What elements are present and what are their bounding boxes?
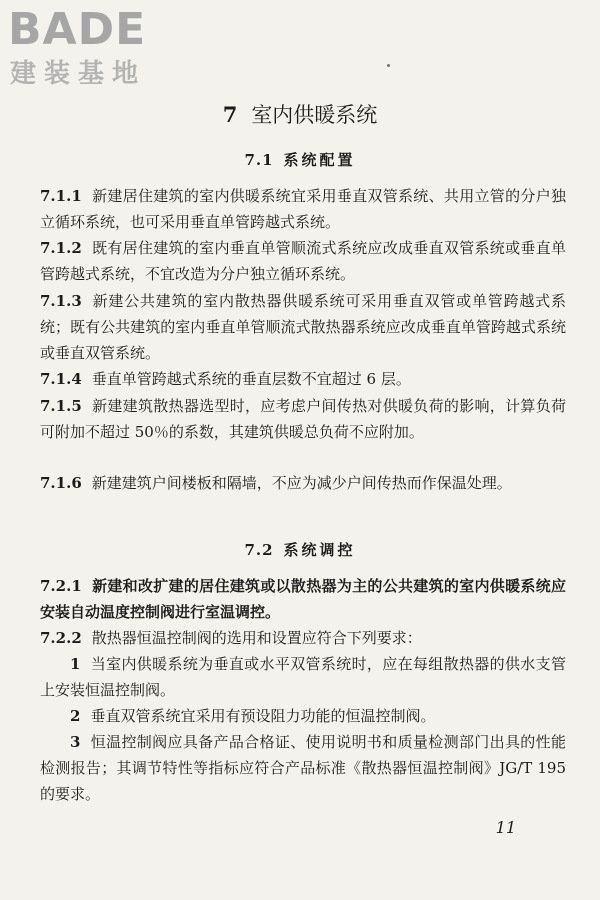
clause-7-1-2 [40, 235, 566, 287]
clause-text: 新建公共建筑的室内散热器供暖系统可采用垂直双管或单管跨越式系统；既有公共建筑的室内垂直单管顺流式散热器系统应改成垂直单管跨越式系统或垂直双管系统。 [40, 292, 566, 362]
clause-7-2-1 [40, 573, 566, 625]
item-number: 1 [70, 655, 81, 673]
clause-7-2-2-item-1 [40, 651, 566, 703]
chapter-title-text: 室内供暖系统 [251, 103, 378, 127]
clause-7-1-3 [40, 288, 566, 366]
chapter-title [0, 100, 600, 130]
section-title-7-1 [0, 148, 600, 172]
logo-subtitle: 建装基地 [10, 59, 147, 89]
clause-number: 7.1.5 [40, 397, 82, 415]
scan-speck [387, 64, 390, 67]
clause-7-1-1 [40, 183, 566, 235]
section-title-7-2 [0, 538, 600, 562]
clause-number: 7.2.2 [40, 629, 82, 647]
clause-text: 新建和改扩建的居住建筑或以散热器为主的公共建筑的室内供暖系统应安装自动温度控制阀进行室温调控。 [40, 577, 566, 621]
clause-text: 散热器恒温控制阀的选用和设置应符合下列要求： [91, 629, 422, 647]
chapter-number: 7 [222, 102, 238, 127]
clause-7-1-5 [40, 393, 566, 445]
clause-text: 垂直单管跨越式系统的垂直层数不宜超过 6 层。 [91, 370, 411, 388]
clause-7-1-4 [40, 366, 566, 392]
clause-7-2-2-item-3 [40, 729, 566, 807]
item-text: 当室内供暖系统为垂直或水平双管系统时，应在每组散热器的供水支管上安装恒温控制阀。 [40, 655, 566, 699]
section-number: 7.2 [244, 541, 274, 559]
item-number: 3 [70, 733, 81, 751]
section-title-text: 系统配置 [283, 151, 356, 169]
clause-number: 7.2.1 [40, 577, 82, 595]
clause-number: 7.1.4 [40, 370, 82, 388]
clause-number: 7.1.2 [40, 239, 82, 257]
clause-text: 新建居住建筑的室内供暖系统宜采用垂直双管系统、共用立管的分户独立循环系统，也可采用垂直单管跨越式系统。 [40, 187, 566, 231]
section-title-text: 系统调控 [283, 541, 356, 559]
logo-wordmark: BADE [8, 4, 147, 55]
item-text: 恒温控制阀应具备产品合格证、使用说明书和质量检测部门出具的性能检测报告；其调节特性等指标应符合产品标准《散热器恒温控制阀》JG/T 195 的要求。 [40, 733, 566, 803]
item-number: 2 [70, 707, 81, 725]
clause-number: 7.1.6 [40, 474, 82, 492]
clause-7-1-6 [40, 470, 566, 496]
clause-number: 7.1.3 [40, 292, 82, 310]
page-number: 11 [495, 818, 516, 837]
clause-7-2-2-item-2 [40, 703, 566, 729]
section-number: 7.1 [244, 151, 274, 169]
item-text: 垂直双管系统宜采用有预设阻力功能的恒温控制阀。 [90, 707, 436, 725]
clause-text: 新建建筑散热器选型时，应考虑户间传热对供暖负荷的影响，计算负荷可附加不超过 50％的系数，其建筑供暖总负荷不应附加。 [40, 397, 566, 441]
clause-text: 新建建筑户间楼板和隔墙，不应为减少户间传热而作保温处理。 [91, 474, 512, 492]
clause-7-2-2 [40, 625, 566, 651]
clause-text: 既有居住建筑的室内垂直单管顺流式系统应改成垂直双管系统或垂直单管跨越式系统，不宜改造为分户独立循环系统。 [40, 239, 566, 283]
clause-number: 7.1.1 [40, 187, 82, 205]
bade-logo [8, 6, 183, 96]
